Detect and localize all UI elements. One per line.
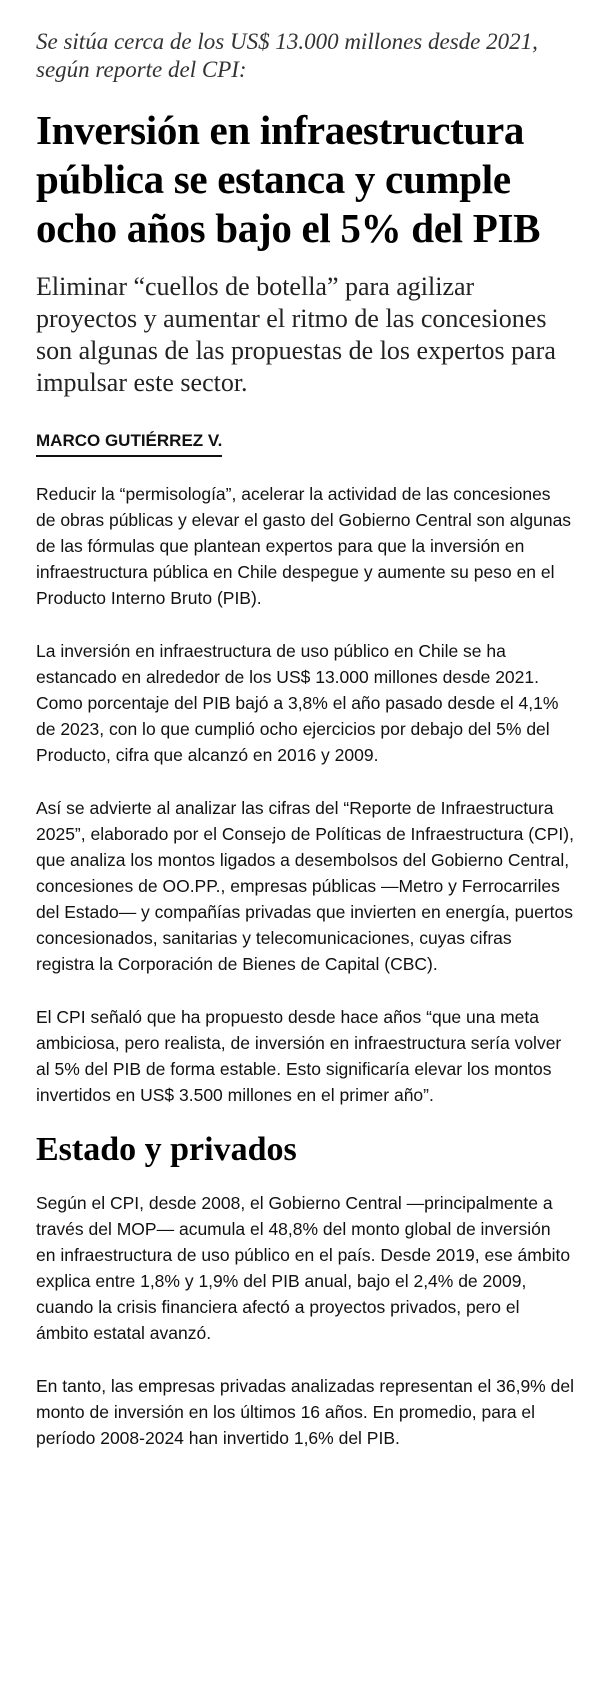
body-paragraph-2: La inversión en infraestructura de uso público en Chile se ha estancado en alrededor de los US$ 13.000 millones desde 2021. Como porcentaje del PIB bajó a 3,8% el año pasado desde el 4,1% de 2023, con lo que cumplió ocho ejercicios por debajo del 5% del Producto, cifra que alcanzó en 2016 y 2009. bbox=[36, 641, 559, 765]
body-paragraph-4: El CPI señaló que ha propuesto desde hace años “que una meta ambiciosa, pero realista, de inversión en infraestructura sería volver al 5% del PIB de forma estable. Esto significaría elevar los montos invertidos en US$ 3.500 millones en el primer año”. bbox=[36, 1007, 562, 1105]
article-kicker: Se sitúa cerca de los US$ 13.000 millones desde 2021, según reporte del CPI: bbox=[36, 29, 538, 82]
section-paragraph-1: Según el CPI, desde 2008, el Gobierno Central —principalmente a través del MOP— acumula el 48,8% del monto global de inversión en infraestructura de uso público en el país. Desde 2019, ese ámbito explica entre 1,8% y 1,9% del PIB anual, bajo el 2,4% de 2009, cuando la crisis financiera afectó a proyectos privados, pero el ámbito estatal avanzó. bbox=[36, 1193, 571, 1343]
article-deck: Eliminar “cuellos de botella” para agilizar proyectos y aumentar el ritmo de las concesiones son algunas de las propuestas de los expertos para impulsar este sector. bbox=[36, 272, 556, 397]
section-paragraph-2: En tanto, las empresas privadas analizadas representan el 36,9% del monto de inversión en los últimos 16 años. En promedio, para el período 2008-2024 han invertido 1,6% del PIB. bbox=[36, 1376, 574, 1448]
author-byline-link[interactable]: MARCO GUTIÉRREZ V. bbox=[36, 429, 222, 457]
article-headline: Inversión en infraestructura pública se estanca y cumple ocho años bajo el 5% del PIB bbox=[36, 107, 541, 251]
section-heading: Estado y privados bbox=[36, 1131, 297, 1168]
body-paragraph-3: Así se advierte al analizar las cifras del “Reporte de Infraestructura 2025”, elaborado por el Consejo de Políticas de Infraestructura (CPI), que analiza los montos ligados a desembolsos del Gobierno Central, concesiones de OO.PP., empresas públicas —Metro y Ferrocarriles del Estado— y compañías privadas que invierten en energía, puertos concesionados, sanitarias y telecomunicaciones, cuyas cifras registra la Corporación de Bienes de Capital (CBC). bbox=[36, 798, 574, 974]
body-paragraph-1: Reducir la “permisología”, acelerar la actividad de las concesiones de obras públicas y elevar el gasto del Gobierno Central son algunas de las fórmulas que plantean expertos para que la inversión en infraestructura pública en Chile despegue y aumente su peso en el Producto Interno Bruto (PIB). bbox=[36, 484, 572, 608]
